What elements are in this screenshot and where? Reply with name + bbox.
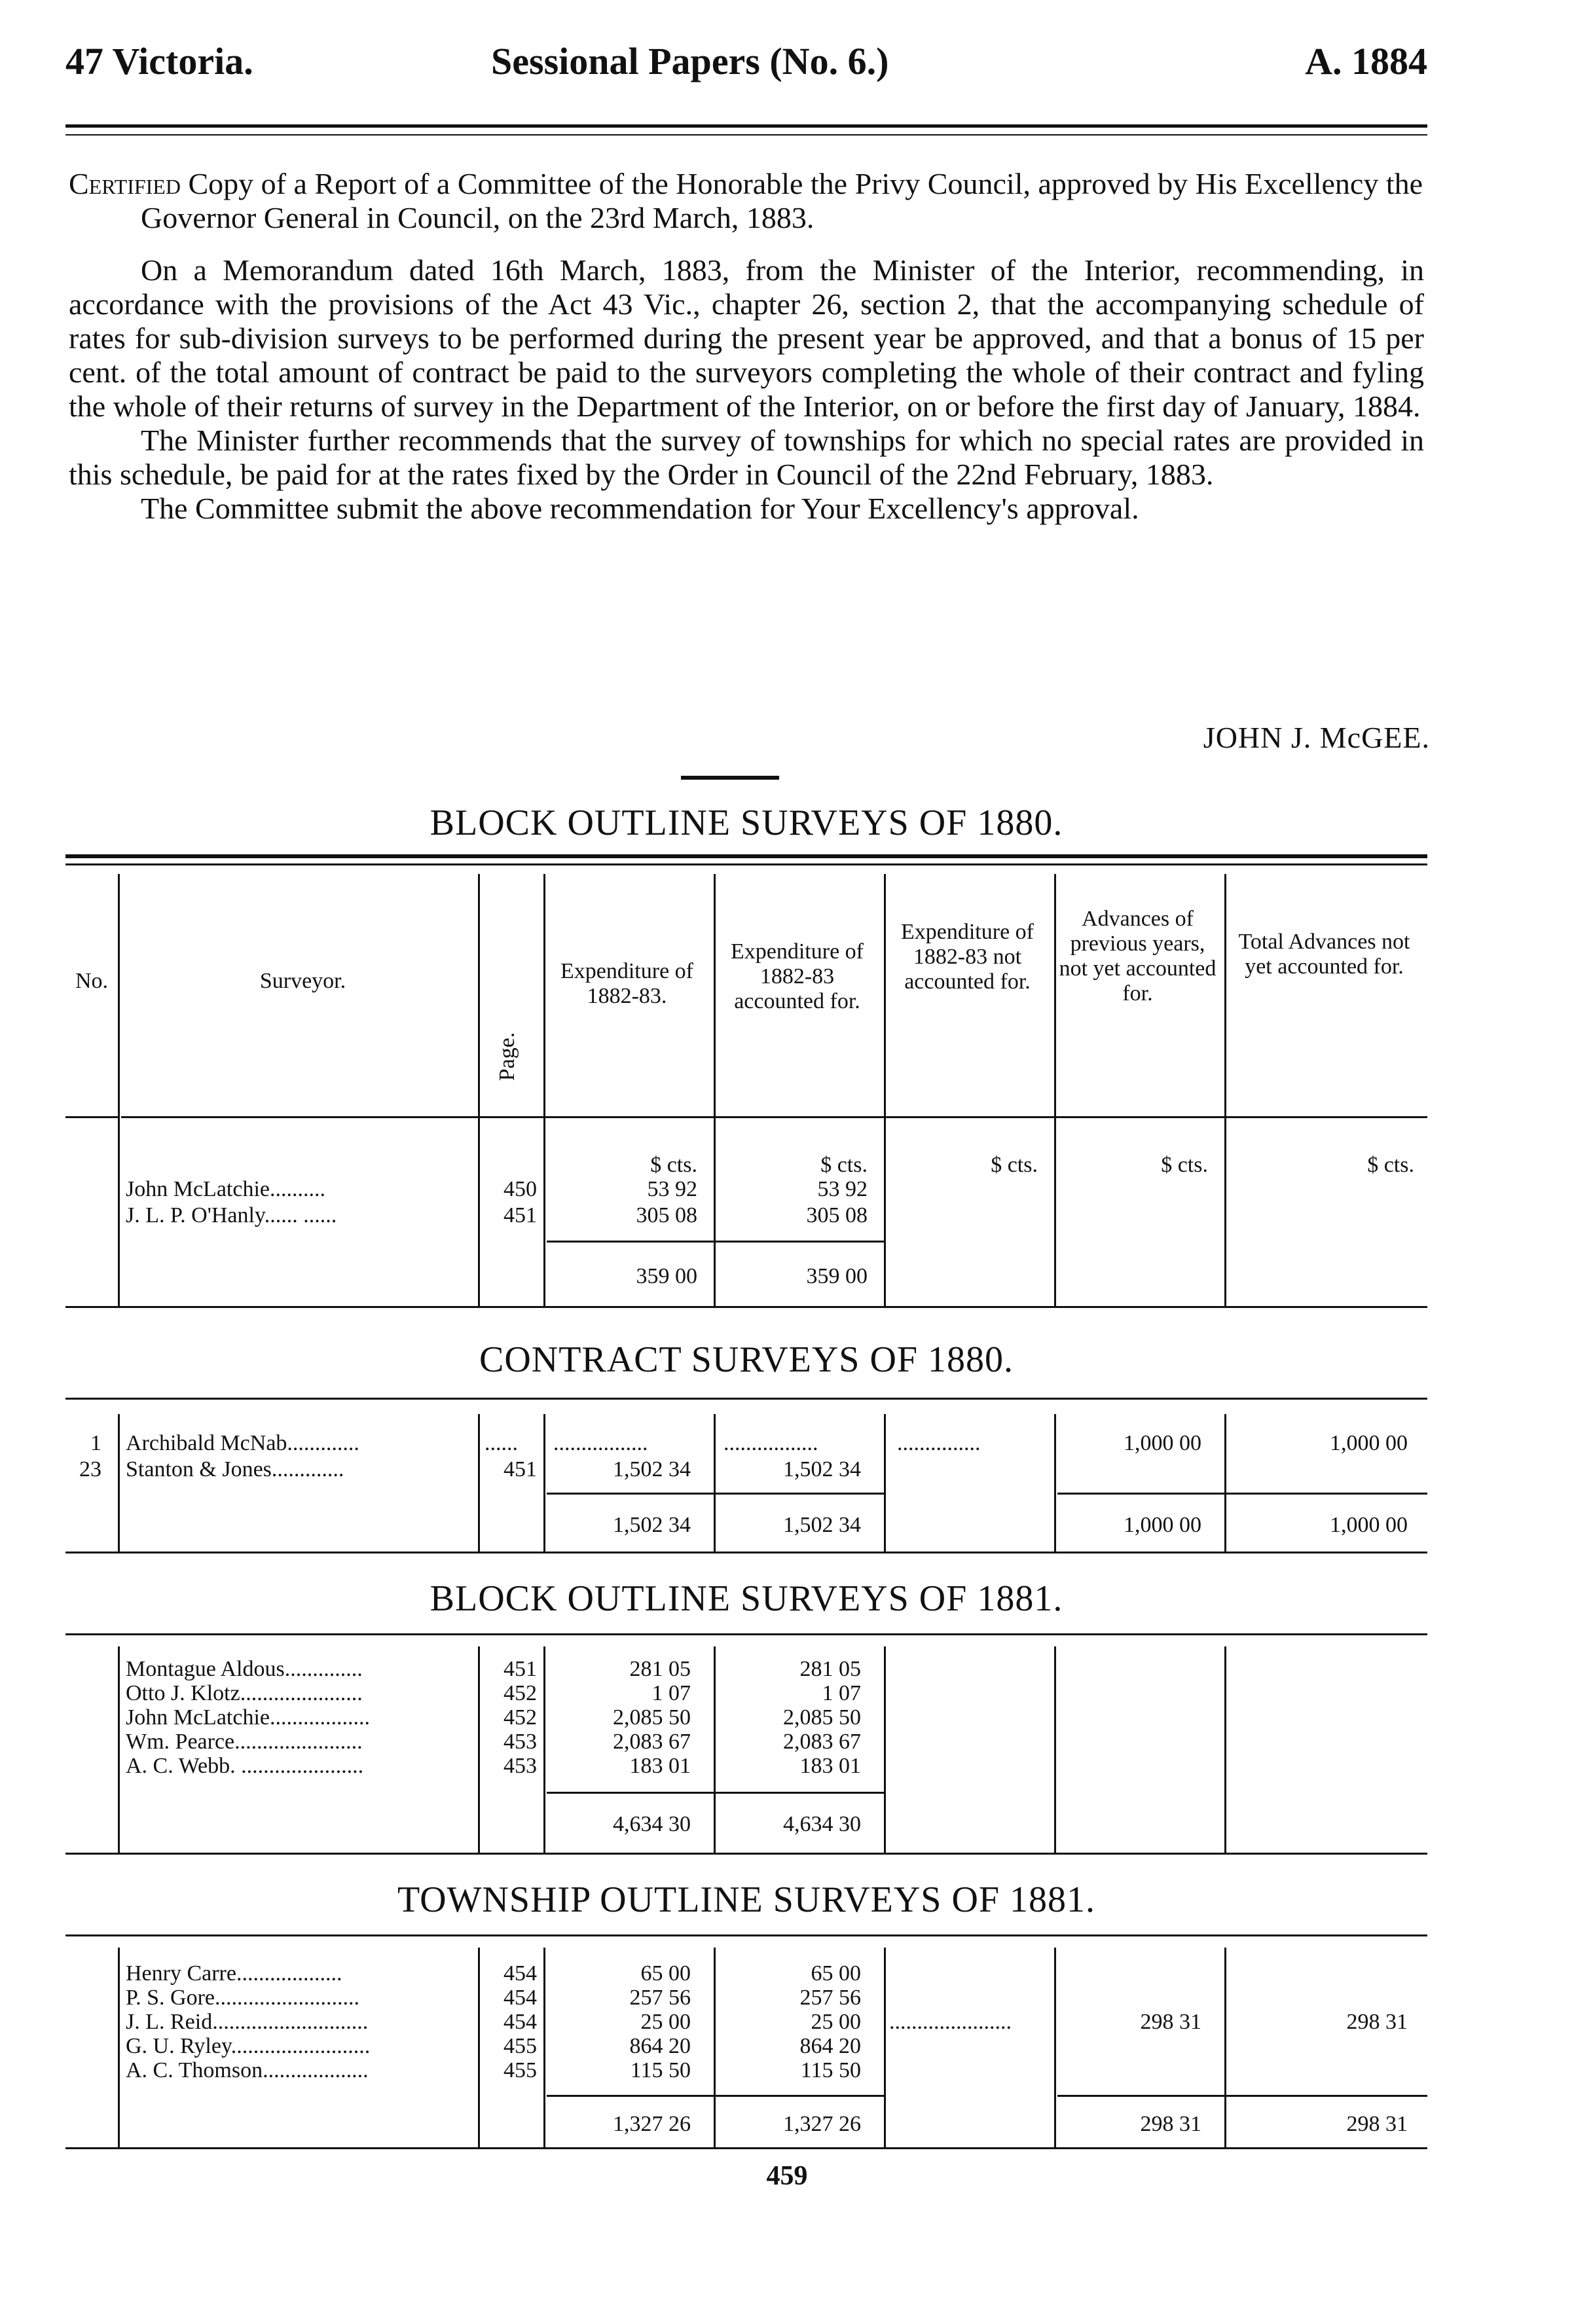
col-no: No. bbox=[75, 969, 109, 993]
adv-value: 298 31 bbox=[1140, 2010, 1201, 2034]
surveyor-name: A. C. Thomson................... bbox=[126, 2058, 369, 2082]
col-page: Page. bbox=[495, 1032, 519, 1081]
exp-value: 65 00 bbox=[640, 1961, 691, 1986]
exp-value: 53 92 bbox=[647, 1177, 697, 1201]
page-ref: 454 bbox=[503, 1986, 537, 2010]
col-exp: Expenditure of 1882-83. bbox=[560, 959, 693, 1008]
exp-value: 25 00 bbox=[640, 2010, 691, 2034]
surveyor-name: Stanton & Jones............. bbox=[126, 1457, 344, 1481]
exp-value: 1,502 34 bbox=[613, 1457, 691, 1481]
certified-text bbox=[69, 167, 1424, 526]
header-left: 47 Victoria. bbox=[65, 40, 253, 82]
page-ref: 452 bbox=[503, 1705, 537, 1730]
unit-adv: $ cts. bbox=[1161, 1153, 1208, 1177]
acc-value: 305 08 bbox=[806, 1203, 868, 1227]
acc-value: 257 56 bbox=[799, 1986, 861, 2010]
page-ref: 451 bbox=[503, 1457, 537, 1481]
unit-exp: $ cts. bbox=[650, 1153, 697, 1177]
acc-value: 1,502 34 bbox=[783, 1457, 861, 1481]
acc-value: 1 07 bbox=[822, 1681, 861, 1705]
not-value: ............... bbox=[897, 1431, 981, 1455]
total-value: 298 31 bbox=[1346, 2010, 1408, 2034]
col-exp-acc: Expenditure of 1882-83 accounted for. bbox=[731, 939, 864, 1013]
section-title-3: BLOCK OUTLINE SURVEYS OF 1881. bbox=[430, 1578, 1063, 1619]
exp-value: 183 01 bbox=[629, 1754, 691, 1778]
unit-not: $ cts. bbox=[991, 1153, 1038, 1177]
page-ref: 454 bbox=[503, 2010, 537, 2034]
page-ref: 451 bbox=[503, 1657, 537, 1681]
section-title-2: CONTRACT SURVEYS OF 1880. bbox=[479, 1339, 1014, 1380]
page-ref: ...... bbox=[485, 1431, 518, 1455]
surveyor-name: Archibald McNab............. bbox=[126, 1431, 359, 1455]
total-acc: 4,634 30 bbox=[783, 1812, 861, 1836]
surveyor-name: John McLatchie.......... bbox=[126, 1177, 325, 1201]
total-adv: 1,000 00 bbox=[1124, 1513, 1201, 1537]
header-center: Sessional Papers (No. 6.) bbox=[491, 40, 889, 82]
total-adv: 298 31 bbox=[1140, 2112, 1201, 2136]
col-exp-not: Expenditure of 1882-83 not accounted for. bbox=[901, 920, 1034, 994]
section-title-1: BLOCK OUTLINE SURVEYS OF 1880. bbox=[430, 803, 1063, 843]
acc-value: 281 05 bbox=[799, 1657, 861, 1681]
total-acc: 1,327 26 bbox=[783, 2112, 861, 2136]
acc-value: 115 50 bbox=[800, 2058, 861, 2082]
certified-para3: The Committee submit the above recommendation for Your Excellency's approval. bbox=[141, 492, 1139, 525]
running-header bbox=[65, 39, 1427, 92]
acc-value: 183 01 bbox=[799, 1754, 861, 1778]
page-ref: 455 bbox=[503, 2034, 537, 2058]
surveyor-name: Wm. Pearce....................... bbox=[126, 1730, 363, 1754]
certified-intro bbox=[69, 167, 1424, 235]
expenditure-table bbox=[65, 854, 1427, 2196]
page-ref: 454 bbox=[503, 1961, 537, 1986]
row-no: 1 bbox=[90, 1431, 101, 1455]
surveyor-name: John McLatchie.................. bbox=[126, 1705, 370, 1730]
unit-total: $ cts. bbox=[1367, 1153, 1414, 1177]
exp-value: 257 56 bbox=[629, 1986, 691, 2010]
total-value: 1,000 00 bbox=[1330, 1431, 1408, 1455]
not-value: ...................... bbox=[889, 2010, 1012, 2034]
total-exp: 1,327 26 bbox=[613, 2112, 691, 2136]
page-ref: 450 bbox=[503, 1177, 537, 1201]
exp-value: 2,083 67 bbox=[613, 1730, 691, 1754]
exp-value: 305 08 bbox=[636, 1203, 697, 1227]
header-rule-thin bbox=[65, 134, 1427, 136]
certified-lead: Certified bbox=[69, 167, 181, 200]
surveyor-name: Montague Aldous.............. bbox=[126, 1657, 363, 1681]
page-ref: 453 bbox=[503, 1754, 537, 1778]
total-acc: 359 00 bbox=[806, 1264, 868, 1288]
page-ref: 451 bbox=[503, 1203, 537, 1227]
page-ref: 452 bbox=[503, 1681, 537, 1705]
certified-para1: On a Memorandum dated 16th March, 1883, from the Minister of the Interior, recommending, in accordance with the provisions of the Act 43 Vic., chapter 26, section 2, that the accompanying schedule of rates for sub-division surveys to be performed during the present year be approved, and that a bonus of 15 per cent. of the total amount of contract be paid to the surveyors completing the whole of their contract and fyling the whole of their returns of survey in the Department of the Interior, on or before the first day of January, 1884. bbox=[69, 253, 1424, 423]
total-exp: 359 00 bbox=[636, 1264, 697, 1288]
col-surveyor: Surveyor. bbox=[259, 969, 346, 993]
surveyor-name: G. U. Ryley......................... bbox=[126, 2034, 371, 2058]
surveyor-name: A. C. Webb. ...................... bbox=[126, 1754, 364, 1778]
total-acc: 1,502 34 bbox=[783, 1513, 861, 1537]
acc-value: ................. bbox=[723, 1431, 818, 1455]
acc-value: 864 20 bbox=[799, 2034, 861, 2058]
exp-value: ................. bbox=[553, 1431, 648, 1455]
col-total: Total Advances not yet accounted for. bbox=[1238, 930, 1410, 979]
surveyor-name: Otto J. Klotz...................... bbox=[126, 1681, 363, 1705]
acc-value: 53 92 bbox=[817, 1177, 868, 1201]
exp-value: 281 05 bbox=[629, 1657, 691, 1681]
section-divider bbox=[681, 776, 779, 780]
exp-value: 115 50 bbox=[630, 2058, 691, 2082]
certified-para2: The Minister further recommends that the survey of townships for which no special rates are provided in this schedule, be paid for at the rates fixed by the Order in Council of the 22nd February, 1883. bbox=[69, 424, 1424, 491]
page-ref: 455 bbox=[503, 2058, 537, 2082]
acc-value: 2,083 67 bbox=[783, 1730, 861, 1754]
exp-value: 1 07 bbox=[651, 1681, 691, 1705]
acc-value: 2,085 50 bbox=[783, 1705, 861, 1730]
total-total: 1,000 00 bbox=[1330, 1513, 1408, 1537]
total-exp: 1,502 34 bbox=[613, 1513, 691, 1537]
col-adv: Advances of previous years, not yet accounted for. bbox=[1059, 907, 1217, 1006]
surveyor-name: J. L. Reid............................ bbox=[126, 2010, 369, 2034]
total-exp: 4,634 30 bbox=[613, 1812, 691, 1836]
total-total: 298 31 bbox=[1346, 2112, 1408, 2136]
row-no: 23 bbox=[79, 1457, 101, 1481]
adv-value: 1,000 00 bbox=[1124, 1431, 1201, 1455]
certified-line1: Copy of a Report of a Committee of the Honorable the Privy Council, approved by His Excellency the Governor General in Council, on the 23rd March, 1883. bbox=[141, 167, 1423, 234]
header-right: A. 1884 bbox=[1305, 40, 1427, 82]
exp-value: 864 20 bbox=[629, 2034, 691, 2058]
unit-acc: $ cts. bbox=[820, 1153, 868, 1177]
exp-value: 2,085 50 bbox=[613, 1705, 691, 1730]
acc-value: 25 00 bbox=[811, 2010, 861, 2034]
signature: JOHN J. McGEE. bbox=[1203, 721, 1430, 754]
surveyor-name: P. S. Gore.......................... bbox=[126, 1986, 360, 2010]
acc-value: 65 00 bbox=[811, 1961, 861, 1986]
header-rule bbox=[65, 124, 1427, 128]
surveyor-name: J. L. P. O'Hanly...... ...... bbox=[126, 1203, 337, 1227]
page-number: 459 bbox=[766, 2161, 808, 2191]
page-ref: 453 bbox=[503, 1730, 537, 1754]
surveyor-name: Henry Carre................... bbox=[126, 1961, 342, 1986]
section-title-4: TOWNSHIP OUTLINE SURVEYS OF 1881. bbox=[397, 1879, 1096, 1920]
